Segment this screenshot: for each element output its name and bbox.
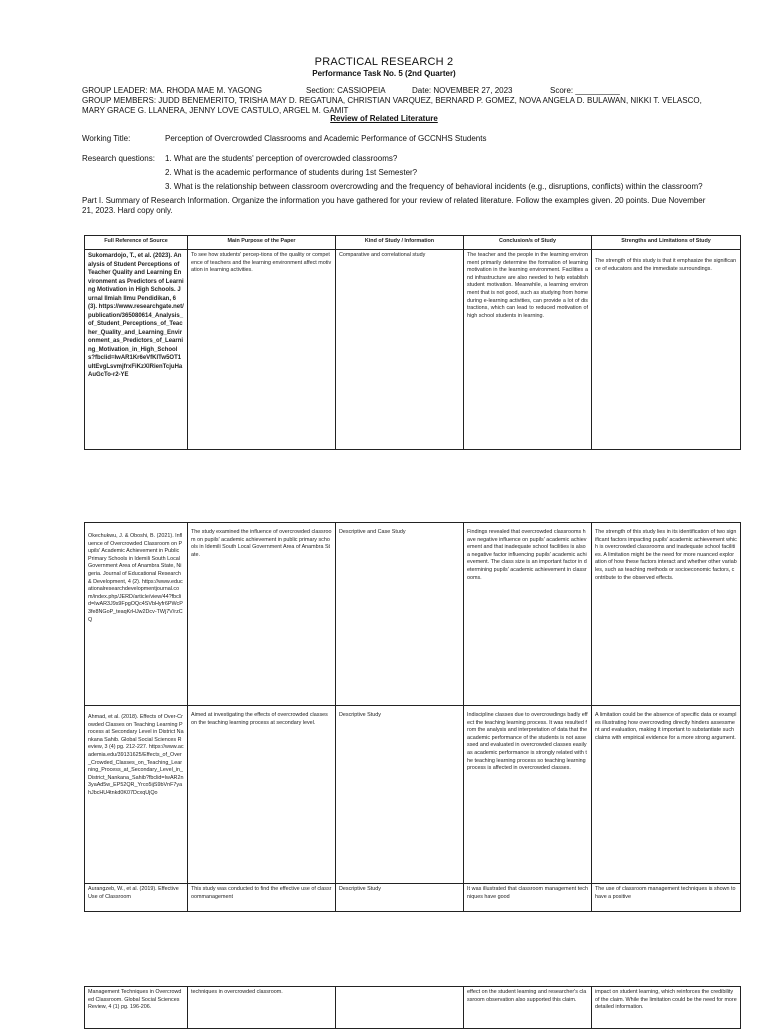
literature-table-3 <box>84 986 741 1029</box>
cell-strengths: impact on student learning, which reinforces the credibility of the claim. While the limitation could be the need for more detailed information. <box>592 987 741 1029</box>
research-question-3: 3. What is the relationship between classroom overcrowding and the frequency of behavioral incidents (e.g., disruptions, conflicts) within the classroom? <box>165 182 703 191</box>
research-question-2: 2. What is the academic performance of students during 1st Semester? <box>165 168 418 177</box>
cell-kind: Descriptive Study <box>336 706 464 884</box>
literature-table-1 <box>84 235 741 450</box>
instructions <box>82 196 742 216</box>
header-reference: Full Reference of Source <box>85 236 188 250</box>
group-members-cont: MARY GRACE G. LLANERA, JENNY LOVE CASTULO, ARGEL M. GAMIT <box>82 106 349 115</box>
cell-strengths: A limitation could be the absence of specific data or examples illustrating how overcrowding directly hinders assessment and evaluation, making it important to substantiate such claims with empirical evidence for a more strong argument. <box>592 706 741 884</box>
cell-purpose: techniques in overcrowded classroom. <box>188 987 336 1029</box>
cell-kind <box>336 987 464 1029</box>
cell-conclusion: The teacher and the people in the learning environment primarily determine the formation of learning motivation in the learning environment. Facilities and infrastructure are also needed to help establish student motivation. Meanwhile, a learning environment that is not good, such as studying from home during e-learning activities, can provide a lot of distractions, which can lead to reduced motivation of high school students in learning. <box>464 250 592 450</box>
cell-conclusion: effect on the student learning and researcher's classroom observation also supported this claim. <box>464 987 592 1029</box>
research-question-1: 1. What are the students' perception of overcrowded classrooms? <box>165 154 398 163</box>
section-heading: Review of Related Literature <box>330 114 438 123</box>
header-strengths: Strengths and Limitations of Study <box>592 236 741 250</box>
cell-conclusion: It was illustrated that classroom management techniques have good <box>464 884 592 912</box>
working-title-value: Perception of Overcrowded Classrooms and Academic Performance of GCCNHS Students <box>165 134 487 143</box>
instructions-line-2: 21, 2023. Hard copy only. <box>82 206 173 215</box>
cell-reference: Sukomardojo, T., et al. (2023). Analysis of Student Perceptions of Teacher Quality and Learning Environment as Predictors of Learning Motivation in High Schools. Jurnal Ilmiah Ilmu Pendidikan, 6 (3). https://www.researchgate.net/publication/365080614_Analysis_of_Student_Perceptions_of_Teacher_Quality_and_Learning_Environment_as_Predictors_of_Learning_Motivation_in_High_Schools?fbclid=IwAR1Kr6eVfKITw5OT1uItEvgLsvmjfrxFiKzXlRienTcjuHaAuGcTo-r2-YE <box>85 250 188 450</box>
header-kind: Kind of Study / Information <box>336 236 464 250</box>
cell-strengths: The strength of this study lies in its identification of two significant factors impacting pupils' academic achievement which is overcrowded classrooms and inadequate school facilities. A limitation might be the need for more nuanced exploration of how these factors interact and whether other variables, such as teaching methods or socioeconomic factors, contribute to the observed effects. <box>592 523 741 706</box>
cell-reference: Okechukwu, J. & Oboshi, B. (2021). Influence of Overcrowded Classroom on Pupils' Academic Achievement in Public Primary Schools in Idemili South Local Government Area of Anambra State, Nigeria. Journal of Educational Research & Development, 4 (2). https://www.educationalresearchdevelopmentjournal.com/index.php/JERD/article/view/44?fbclid=IwAR3J9s9FpgOQc4SVbHyfr6PWcP3fe8NGoP_teaqKrHJw2Dcv-TWj7V/rzCQ <box>85 523 188 706</box>
cell-purpose: This study was conducted to find the effective use of classroommanagement <box>188 884 336 912</box>
cell-kind: Descriptive Study <box>336 884 464 912</box>
research-questions-label: Research questions: <box>82 154 155 163</box>
header-conclusion: Conclusion/s of Study <box>464 236 592 250</box>
cell-conclusion: Indiscipline classes due to overcrowdings badly effect the teaching learning process. It was resulted from the analysis and interpretation of data that the academic performance of the students is not assessed and evaluated in overcrowded classes easily as academic performance is strongly related with the teaching learning process so teaching learning process is affected in overcrowded classes. <box>464 706 592 884</box>
table-row <box>85 250 741 450</box>
cell-reference: Management Techniques in Overcrowded Classroom. Global Social Sciences Review, 4 (1) pg. 196-206. <box>85 987 188 1029</box>
cell-reference: Ahmad, et al. (2018). Effects of Over-Crowded Classes on Teaching Learning Process at Secondary Level in District Nankana Sahib. Global Social Sciences Review, 3 (4) pg. 212-227. https://www.academia.edu/39131625/Effects_of_Over_Crowded_Classes_on_Teaching_Learning_Process_at_Secondary_Level_in_District_Nankana_Sahib?fbclid=IwAR2n3yaAd5w_EP52QR_Yrco5ijS9bVnF7yahJbcHU4tnkd0K07DcxqUjQo <box>85 706 188 884</box>
table-row <box>85 523 741 706</box>
header-purpose: Main Purpose of the Paper <box>188 236 336 250</box>
cell-conclusion: Findings revealed that overcrowded classrooms have negative influence on pupils' academic achievement and that inadequate school facilities is also a negative factor influencing pupils' academic achievement. The class size is an important factor in determining pupils' academic achievement in classrooms. <box>464 523 592 706</box>
table-row <box>85 884 741 912</box>
cell-purpose: The study examined the influence of overcrowded classroom on pupils' academic achievement in public primary schools in Idemili South Local Government Area of Anambra State. <box>188 523 336 706</box>
page-subtitle: Performance Task No. 5 (2nd Quarter) <box>312 69 456 78</box>
group-leader: GROUP LEADER: MA. RHODA MAE M. YAGONG <box>82 86 263 95</box>
cell-purpose: Aimed at investigating the effects of overcrowded classes on the teaching learning process at secondary level. <box>188 706 336 884</box>
table-row <box>85 987 741 1029</box>
cell-kind: Descriptive and Case Study <box>336 523 464 706</box>
page-title: PRACTICAL RESEARCH 2 <box>314 56 454 68</box>
table-row <box>85 706 741 884</box>
group-members: GROUP MEMBERS: JUDD BENEMERITO, TRISHA MAY D. REGATUNA, CHRISTIAN VARQUEZ, BERNARD P. GOMEZ, NOVA ANGELA D. BULAWAN, NIKKI T. VELASCO, <box>82 96 702 105</box>
literature-table-2 <box>84 522 741 912</box>
cell-strengths: The use of classroom management techniques is shown to have a positive <box>592 884 741 912</box>
cell-purpose: To see how students' percep-tions of the quality or competence of teachers and the learning environment affect motivation in learning activities. <box>188 250 336 450</box>
cell-kind: Comparative and correlational study <box>336 250 464 450</box>
score-label: Score: __________ <box>550 86 620 95</box>
table-header-row <box>85 236 741 250</box>
section-label: Section: CASSIOPEIA <box>306 86 386 95</box>
working-title-label: Working Title: <box>82 134 131 143</box>
date-label: Date: NOVEMBER 27, 2023 <box>412 86 513 95</box>
cell-reference: Aurangzeb, W., et al. (2019). Effective Use of Classroom <box>85 884 188 912</box>
instructions-line-1: Part I. Summary of Research Information. Organize the information you have gathered for your review of related literature. Follow the examples given. 20 points. Due November <box>82 196 706 205</box>
cell-strengths: The strength of this study is that it emphasize the significance of educators and the immediate surroundings. <box>592 250 741 450</box>
